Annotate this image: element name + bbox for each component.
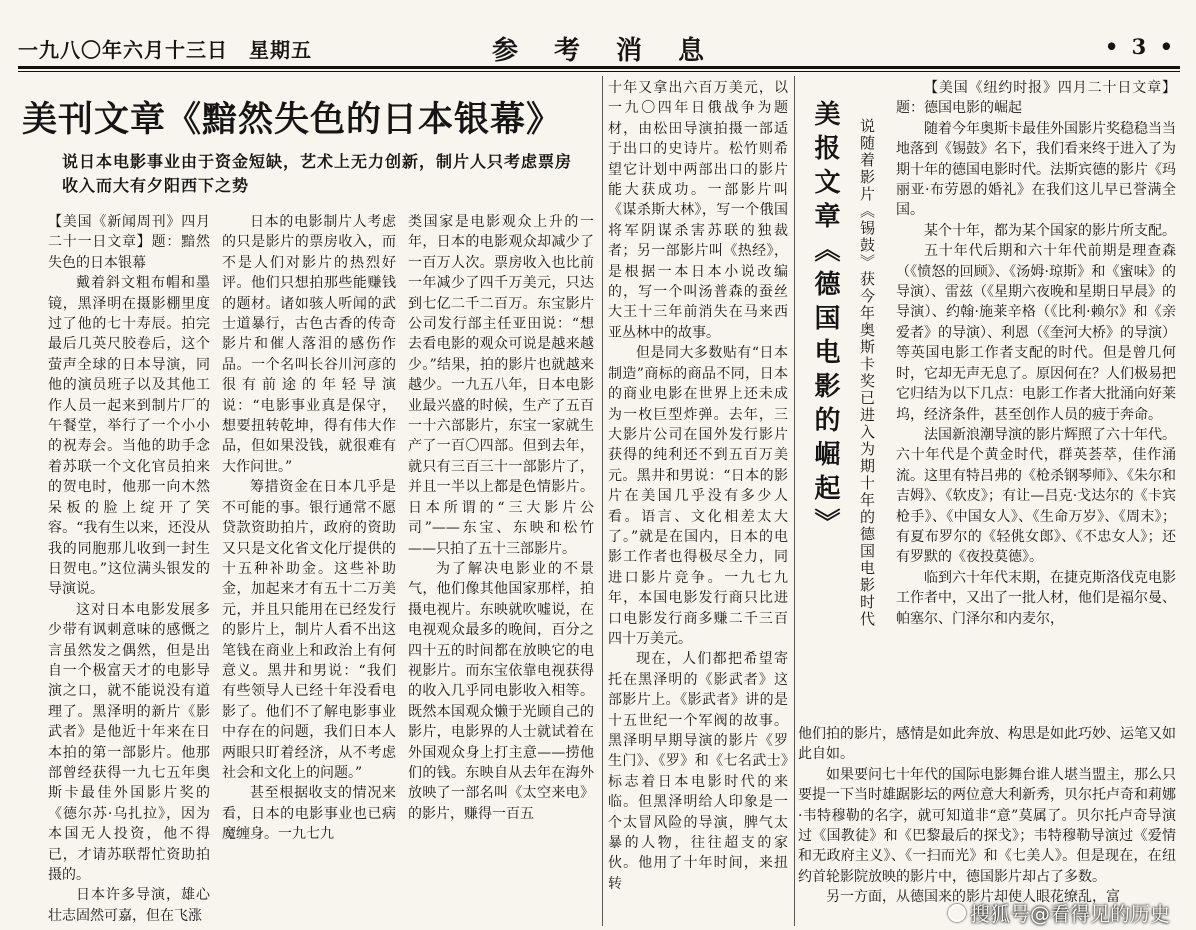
paragraph: 随着今年奥斯卡最佳外国影片奖稳稳当当地落到《锡鼓》名下，我们看来终于进入了为期十年的德国电影时代。法斯宾德的影片《玛丽亚·布劳恩的婚礼》在我们这儿早已誉满全国。 — [896, 120, 1176, 219]
article2-column-2 — [798, 724, 1176, 926]
paragraph: 临到六十年代末期，在捷克斯洛伐克电影工作者中，又出了一批人材，他们是福尔曼、帕塞尔、门泽尔和内麦尔， — [896, 569, 1176, 627]
paragraph: 为了解决电影业的不景气，他们像其他国家那样，拍摄电视片。东映就吹嘘说，在电视观众最多的晚间，百分之四十五的时间都在放映它的电视影片。而东宝依靠电视获得的收入几乎同电影收入相等。既然本国观众懒于光顾自己的影片，电影界的人士就试着在外国观众身上打主意——捞他们的钱。东映自从去年在海外放映了一部名叫《太空来电》的影片，赚得一百五 — [408, 560, 594, 822]
article1-column-4 — [608, 78, 788, 924]
sohu-logo-icon — [948, 904, 966, 922]
page-number: • 3 • — [1104, 34, 1176, 59]
paragraph: 类国家是电影观众上升的一年，日本的电影观众却减少了一百万人次。票房收入也比前一年减少了四千万美元，只达到七亿二千二百万。东宝影片公司发行部主任亚田说：“想去看电影的观众可说是越来越少。”结果，拍的影片也就越来越少。一九五八年，日本电影业最兴盛的时候，生产了五百一十六部影片，东宝一家就生产了一百〇四部。但到去年，就只有三百三十一部影片了，并且一半以上都是色情影片。日本所谓的“三大影片公司”——东宝、东映和松竹——只拍了五十三部影片。 — [408, 214, 594, 557]
paragraph: 某个十年，都为某个国家的影片所支配。 — [924, 222, 1176, 239]
article2-vertical-subhead: 说随着影片《锡鼓》获今年奥斯卡奖已进入为期十年的德国电影时代 — [858, 118, 876, 628]
paragraph: 日本许多导演，雄心壮志固然可嘉，但在飞涨 — [48, 887, 210, 924]
watermark — [948, 898, 1170, 927]
paragraph: 法国新浪潮导演的影片辉照了六十年代。六十年代是个黄金时代，群英荟萃，佳作涌流。这里有特吕弗的《枪杀钢琴师》、《朱尔和吉姆》、《软皮》；有让—吕克·戈达尔的《卡宾枪手》、《中国女人》、《生命万岁》、《周末》；有夏布罗尔的《轻佻女郎》、《不忠女人》；还有罗默的《夜投莫德》。 — [896, 426, 1176, 566]
issue-date: 一九八〇年六月十三日 星期五 — [18, 38, 312, 62]
paragraph: 【美国《纽约时报》四月二十日文章】题：德国电影的崛起 — [896, 80, 1176, 117]
article1-headline: 美刊文章《黯然失色的日本银幕》 — [22, 99, 563, 140]
column-divider — [794, 76, 795, 926]
article1-column-2 — [222, 212, 396, 924]
paragraph: 他们拍的影片，感情是如此奔放、构思是如此巧妙、运笔又如此自如。 — [798, 726, 1176, 763]
column-divider — [602, 76, 603, 926]
masthead-rule — [18, 66, 1180, 69]
article1-column-3 — [408, 212, 594, 924]
paragraph: 十年又拿出六百万美元，以一九〇四年日俄战争为题材，由松田导演拍摄一部适于出口的史诗片。松竹则希望它计划中两部出口的影片能大获成功。一部影片叫《谋杀斯大林》，写一个俄国将军阴谋杀害苏联的独裁者；另一部影片叫《热经》，是根据一本日本小说改编的，写一个叫汤普森的蚕丝大王十三年前消失在马来西亚丛林中的故事。 — [608, 80, 788, 341]
masthead — [18, 30, 1176, 64]
paragraph: 现在，人们都把希望寄托在黑泽明的《影武者》这部影片上。《影武者》讲的是十五世纪一个军阀的故事。黑泽明早期导演的影片《罗生门》、《罗》和《七名武士》标志着日本电影时代的来临。但黑泽明给人印象是一个太冒风险的导演，脾气太暴的人物，往往超支的家伙。他用了十年时间，来扭转 — [608, 651, 788, 892]
paragraph: 但是同大多数贴有“日本制造”商标的商品不同，日本的商业电影在世界上还未成为一枚巨型炸弹。去年，三大影片公司在国外发行影片获得的纯利还不到五百万美元。黑井和男说：“日本的影片在美国几乎没有多少人看。语言、文化相差太大了。”就是在国内，日本的电影工作者也得极尽全力，同进口影片竞争。一九七九年，本国电影发行商只比进口电影发行商多赚二千三百四十万美元。 — [608, 345, 788, 647]
article1-subhead: 说日本电影事业由于资金短缺，艺术上无力创新，制片人只考虑票房收入而大有夕阳西下之势 — [62, 152, 573, 195]
article1-column-1 — [48, 212, 210, 924]
watermark-text: 搜狐号@看得见的历史 — [970, 902, 1170, 926]
paragraph: 戴着斜文粗布帽和墨镜，黑泽明在摄影棚里度过了他的七十寿辰。拍完最后几英尺胶卷后，这个萤声全球的日本导演，同他的演员班子以及其他工作人员一起来到制片厂的午餐堂，举行了一个小小的祝寿会。当他的助手念着苏联一个文化官员拍来的贺电时，他那一向木然呆板的脸上绽开了笑容。“我有生以来，还没从我的同胞那儿收到一封生日贺电。”这位满头银发的导演说。 — [48, 275, 210, 598]
paragraph: 如果要问七十年代的国际电影舞台谁人堪当盟主，那么只要提一下当时雄踞影坛的两位意大利新秀，贝尔托卢奇和莉娜·韦特穆勒的名字，就可知道非“意”莫属了。贝尔托卢奇导演过《国教徒》和《巴黎最后的探戈》；韦特穆勒导演过《爱情和无政府主义》、《一扫而光》和《七美人》。但是现在，在纽约首轮影院放映的影片中，德国影片却占了多数。 — [798, 766, 1176, 885]
paragraph: 这对日本电影发展多少带有讽刺意味的感慨之言虽然发之偶然，但是出自一个极富天才的电影导演之口，就不能说没有道理了。黑泽明的新片《影武者》是他近十年来在日本拍的第一部影片。他那部曾经获得一九七五年奥斯卡最佳外国影片奖的《德尔苏·乌扎拉》，因为本国无人投资，他不得已，才请苏联帮忙资助拍摄的。 — [48, 601, 210, 883]
paragraph: 筹措资金在日本几乎是不可能的事。银行通常不愿贷款资助拍片，政府的资助又只是文化省文化厅提供的十五种补助金。这些补助金，加起来才有五十二万美元，并且只能用在已经发行的影片上，制片人看不出这笔钱在商业上和政治上有何意义。黑井和男说：“我们有些领导人已经十年没看电影了。他们不了解电影事业中存在的问题，我们日本人两眼只盯着经济，从不考虑社会和文化上的问题。” — [222, 479, 396, 781]
paragraph: 五十年代后期和六十年代前期是理查森（《愤怒的回顾》、《汤姆·琼斯》和《蜜味》的导演）、雷兹（《星期六夜晚和星期日早晨》的导演）、约翰·施莱辛格（《比利·赖尔》和《亲爱者》的导演）、利恩（《奎河大桥》的导演）等英国电影工作者支配的时代。但是曾几何时，它却无声无息了。原因何在？人们极易把它归结为以下几点：电影工作者大批涌向好莱坞，经济条件，甚至创作人员的疲于奔命。 — [896, 243, 1176, 423]
newspaper-title: 参考消息 — [492, 36, 741, 66]
paragraph: 【美国《新闻周刊》四月二十一日文章】题：黯然失色的日本银幕 — [48, 214, 210, 271]
paragraph: 另一方面，从德国来的影片却使人眼花缭乱，富 — [826, 889, 1120, 906]
article2-column-1 — [896, 78, 1176, 700]
article2-vertical-headline: 美报文章《德国电影的崛起》 — [810, 100, 840, 542]
paragraph: 日本的电影制片人考虑的只是影片的票房收入，而不是人们对影片的热烈好评。他们只想拍那些能赚钱的题材。诸如骇人听闻的武士道暴行，古色古香的传奇影片和催人落泪的感伤作品。一个名叫长谷川河彦的很有前途的年轻导演说：“电影事业真是保守，想要扭转乾坤，得有伟大作品，但如果没钱，就很难有大作问世。” — [222, 214, 396, 475]
masthead-rule-thin — [18, 71, 1180, 72]
paragraph: 甚至根据收支的情况来看，日本的电影事业也已病魔缠身。一九七九 — [222, 785, 396, 843]
